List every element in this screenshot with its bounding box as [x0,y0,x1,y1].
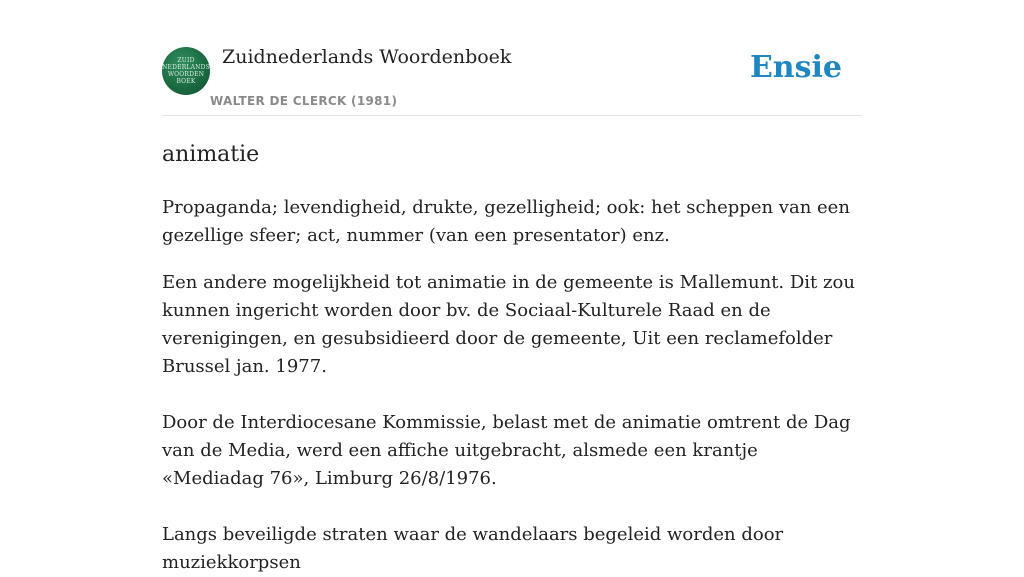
entry-title: animatie [162,142,260,167]
example-quote: Een andere mogelijkheid tot animatie in de gemeente is Mallemunt. Dit zou kunnen ingericht worden door bv. de Sociaal-Kulturele Raad en de verenigingen, en gesubsidieerd door de gemeente, Uit een reclamefolder Brussel jan. 1977. [162,272,855,377]
book-title-link[interactable]: Zuidnederlands Woordenboek [222,46,512,68]
book-cover-logo[interactable] [162,47,210,95]
content-container [162,0,862,577]
entry-definition: Propaganda; levendigheid, drukte, gezelligheid; ook: het scheppen van een gezellige sfeer; act, nummer (van een presentator) enz. [162,197,850,246]
example-quote: Langs beveiligde straten waar de wandelaars begeleid worden door muziekkorpsen [162,524,784,573]
book-author: WALTER DE CLERCK (1981) [210,94,398,108]
example-quote: Door de Interdiocesane Kommissie, belast met de animatie omtrent de Dag van de Media, werd een affiche uitgebracht, alsmede een krantje «Mediadag 76», Limburg 26/8/1976. [162,412,851,489]
logo-text-line: BOEK [176,78,196,85]
logo-text-line: ZUID [177,57,195,64]
logo-text-line: WOORDEN [167,71,205,78]
header [162,0,862,116]
logo-text-line: NEDERLANDS [162,64,210,71]
ensie-logo-link[interactable]: Ensie [749,50,842,85]
